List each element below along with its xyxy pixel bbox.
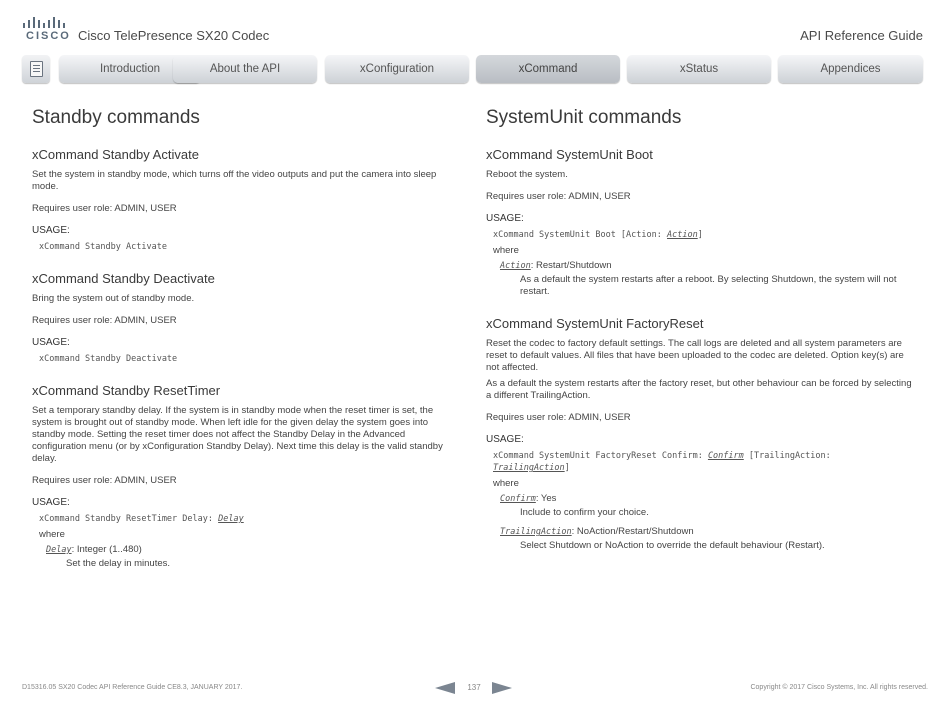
usage-code <box>493 450 916 474</box>
section-title-systemunit: SystemUnit commands <box>486 107 682 128</box>
where-label: where <box>493 245 519 256</box>
cmd-description: Reboot the system. <box>486 169 568 180</box>
top-nav <box>22 55 923 85</box>
usage-label: USAGE: <box>486 434 524 445</box>
code-param-trailingaction: TrailingAction <box>493 463 565 473</box>
product-title: Cisco TelePresence SX20 Codec <box>78 28 270 43</box>
code-suffix: ] <box>564 463 570 473</box>
usage-label: USAGE: <box>32 225 70 236</box>
param-line-trailingaction <box>500 526 916 538</box>
code-suffix: ] <box>697 230 703 240</box>
code-param: Delay <box>218 514 244 524</box>
cmd-description: Bring the system out of standby mode. <box>32 293 195 304</box>
cmd-heading: xCommand Standby Activate <box>32 147 199 162</box>
left-column <box>32 105 452 588</box>
param-name: Action <box>500 261 531 271</box>
tab-introduction[interactable]: Introduction <box>59 55 201 83</box>
code-param: Action <box>667 230 698 240</box>
param-line-confirm <box>500 493 916 505</box>
cmd-heading: xCommand Standby ResetTimer <box>32 383 221 398</box>
cmd-role: Requires user role: ADMIN, USER <box>486 191 631 202</box>
section-title-standby: Standby commands <box>32 107 200 128</box>
cmd-standby-deactivate <box>32 271 452 365</box>
cmd-role: Requires user role: ADMIN, USER <box>32 475 177 486</box>
footer-copyright: Copyright © 2017 Cisco Systems, Inc. All rights reserved. <box>750 684 928 691</box>
usage-code <box>39 513 452 525</box>
cmd-heading: xCommand Standby Deactivate <box>32 271 215 286</box>
page-number: 137 <box>467 683 481 692</box>
usage-code <box>493 229 916 241</box>
tab-xcommand[interactable]: xCommand <box>476 55 620 83</box>
param-values: : Yes <box>535 493 557 504</box>
cmd-heading: xCommand SystemUnit Boot <box>486 147 653 162</box>
cmd-systemunit-boot <box>486 147 916 298</box>
param-desc: Select Shutdown or NoAction to override the default behaviour (Restart). <box>520 540 825 551</box>
pager <box>435 680 515 696</box>
param-values: : Integer (1..480) <box>71 544 142 555</box>
usage-label: USAGE: <box>32 497 70 508</box>
cmd-systemunit-factoryreset <box>486 316 916 552</box>
tab-xconfiguration[interactable]: xConfiguration <box>325 55 469 83</box>
code-mid: [TrailingAction: <box>743 451 831 461</box>
logo-text: CISCO <box>26 30 71 42</box>
contents-book-icon[interactable] <box>22 55 50 83</box>
param-desc: Set the delay in minutes. <box>66 558 171 569</box>
param-line <box>500 260 916 272</box>
tab-about-the-api[interactable]: About the API <box>173 55 317 83</box>
cmd-description: Set a temporary standby delay. If the system is in standby mode when the reset timer is set, the system is brought out of standby mode. When left idle for the given delay the system goes into standby mode. Setting the reset timer does not affect the Standby Delay in the Advanced configuration menu (or by xConfiguration Standby Delay). Next time this delay is the valid standby delay. <box>32 405 443 464</box>
usage-code: xCommand Standby Activate <box>39 242 167 252</box>
tab-appendices[interactable]: Appendices <box>778 55 923 83</box>
param-name: Delay <box>46 545 72 555</box>
code-prefix: xCommand SystemUnit Boot [Action: <box>493 230 667 240</box>
cmd-description: Set the system in standby mode, which turns off the video outputs and put the camera into sleep mode. <box>32 169 437 192</box>
next-page-arrow-icon[interactable] <box>492 682 512 694</box>
cmd-standby-resettimer <box>32 383 452 570</box>
cmd-role: Requires user role: ADMIN, USER <box>486 412 631 423</box>
where-label: where <box>39 529 65 540</box>
cmd-description-2: As a default the system restarts after the factory reset, but other behaviour can be forced by selecting a different TrailingAction. <box>486 378 912 401</box>
param-name: Confirm <box>500 494 536 504</box>
usage-label: USAGE: <box>32 337 70 348</box>
cmd-heading: xCommand SystemUnit FactoryReset <box>486 316 704 331</box>
usage-code: xCommand Standby Deactivate <box>39 354 178 364</box>
cmd-role: Requires user role: ADMIN, USER <box>32 315 177 326</box>
param-values: : NoAction/Restart/Shutdown <box>571 526 694 537</box>
param-desc: As a default the system restarts after a reboot. By selecting Shutdown, the system will not restart. <box>520 274 897 297</box>
where-label: where <box>493 478 519 489</box>
previous-page-arrow-icon[interactable] <box>435 682 455 694</box>
footer-doc-id: D15316.05 SX20 Codec API Reference Guide CE8.3, JANUARY 2017. <box>22 684 243 691</box>
param-values: : Restart/Shutdown <box>530 260 612 271</box>
param-name: TrailingAction <box>500 527 572 537</box>
right-column <box>486 105 916 570</box>
param-desc: Include to confirm your choice. <box>520 507 649 518</box>
code-prefix: xCommand SystemUnit FactoryReset Confirm: <box>493 451 708 461</box>
cmd-role: Requires user role: ADMIN, USER <box>32 203 177 214</box>
code-prefix: xCommand Standby ResetTimer Delay: <box>39 514 219 524</box>
code-param-confirm: Confirm <box>707 451 744 461</box>
usage-label: USAGE: <box>486 213 524 224</box>
guide-title: API Reference Guide <box>800 28 923 43</box>
tab-xstatus[interactable]: xStatus <box>627 55 771 83</box>
cmd-standby-activate <box>32 147 452 253</box>
param-line <box>46 544 452 556</box>
cmd-description: Reset the codec to factory default settings. The call logs are deleted and all system parameters are reset to default values. All files that have been uploaded to the codec are deleted. Option key(s) are not affected. <box>486 338 904 373</box>
